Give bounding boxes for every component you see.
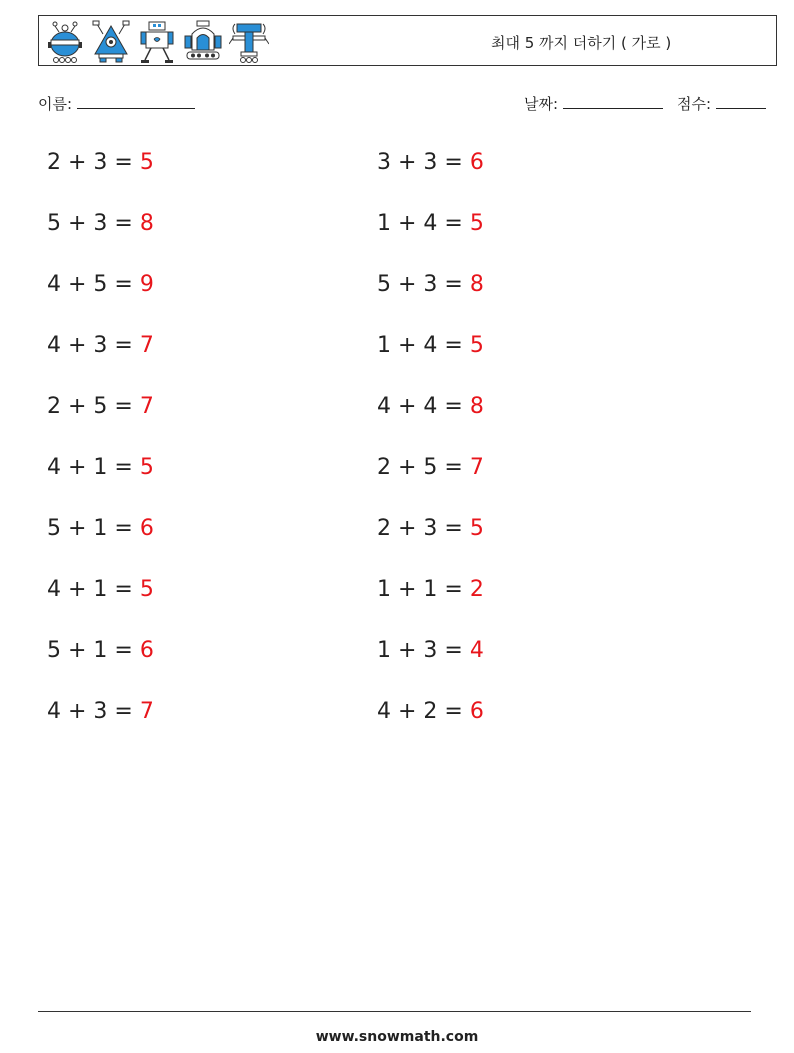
score-field [677,93,766,114]
problem-item [47,388,377,449]
problem-item [377,571,707,632]
problem-expression: 1 + 1 = [377,577,470,602]
problem-item [47,144,377,205]
robot-icons [45,20,269,64]
problem-expression: 1 + 4 = [377,211,470,236]
problem-item [47,266,377,327]
problem-expression: 4 + 5 = [47,272,140,297]
problem-answer: 6 [469,699,484,724]
problem-item [47,327,377,388]
robot-round-icon [45,20,85,64]
problem-expression: 5 + 3 = [377,272,470,297]
problem-answer: 5 [139,577,154,602]
score-label: 점수: [677,95,712,113]
problem-item [377,144,707,205]
problem-answer: 5 [469,516,484,541]
problem-item [377,205,707,266]
date-blank[interactable] [563,93,663,109]
problem-answer: 5 [469,333,484,358]
problem-item [377,632,707,693]
problem-answer: 9 [139,272,154,297]
robot-triangle-icon [91,20,131,64]
date-field [524,93,663,114]
problem-expression: 4 + 4 = [377,394,470,419]
problem-answer: 7 [139,699,154,724]
name-label: 이름: [38,95,73,113]
problem-expression: 5 + 1 = [47,638,140,663]
problem-expression: 4 + 1 = [47,455,140,480]
robot-square-icon [137,20,177,64]
problem-answer: 5 [469,211,484,236]
problem-item [47,510,377,571]
problem-expression: 5 + 1 = [47,516,140,541]
problem-item [377,449,707,510]
problem-expression: 2 + 5 = [47,394,140,419]
problem-expression: 4 + 1 = [47,577,140,602]
problem-expression: 1 + 3 = [377,638,470,663]
problem-answer: 7 [139,394,154,419]
worksheet-title: 최대 5 까지 더하기 ( 가로 ) [491,34,672,52]
problem-answer: 6 [139,638,154,663]
problem-grid [47,144,747,754]
problem-expression: 2 + 3 = [47,150,140,175]
problem-item [47,632,377,693]
problem-expression: 4 + 3 = [47,333,140,358]
problem-answer: 5 [139,150,154,175]
problem-item [377,510,707,571]
problem-item [377,266,707,327]
problem-answer: 4 [469,638,484,663]
problem-item [377,388,707,449]
footer-divider [38,1011,751,1012]
problem-answer: 6 [139,516,154,541]
problem-item [47,693,377,754]
problem-answer: 6 [469,150,484,175]
robot-antenna-icon [229,20,269,64]
problem-item [47,571,377,632]
problem-expression: 2 + 5 = [377,455,470,480]
problem-answer: 8 [469,394,484,419]
problem-expression: 1 + 4 = [377,333,470,358]
robot-tank-icon [183,20,223,64]
problem-expression: 4 + 2 = [377,699,470,724]
problem-answer: 8 [139,211,154,236]
problem-answer: 7 [139,333,154,358]
problem-expression: 5 + 3 = [47,211,140,236]
problem-expression: 4 + 3 = [47,699,140,724]
problem-answer: 8 [469,272,484,297]
problem-answer: 2 [469,577,484,602]
date-label: 날짜: [524,95,559,113]
problem-answer: 5 [139,455,154,480]
footer-site: www.snowmath.com [315,1029,479,1045]
problem-item [47,205,377,266]
problem-item [377,693,707,754]
problem-answer: 7 [469,455,484,480]
problem-expression: 2 + 3 = [377,516,470,541]
worksheet-header [38,15,777,66]
problem-item [47,449,377,510]
name-field [38,93,195,114]
problem-expression: 3 + 3 = [377,150,470,175]
problem-item [377,327,707,388]
score-blank[interactable] [716,93,766,109]
name-blank[interactable] [77,93,195,109]
